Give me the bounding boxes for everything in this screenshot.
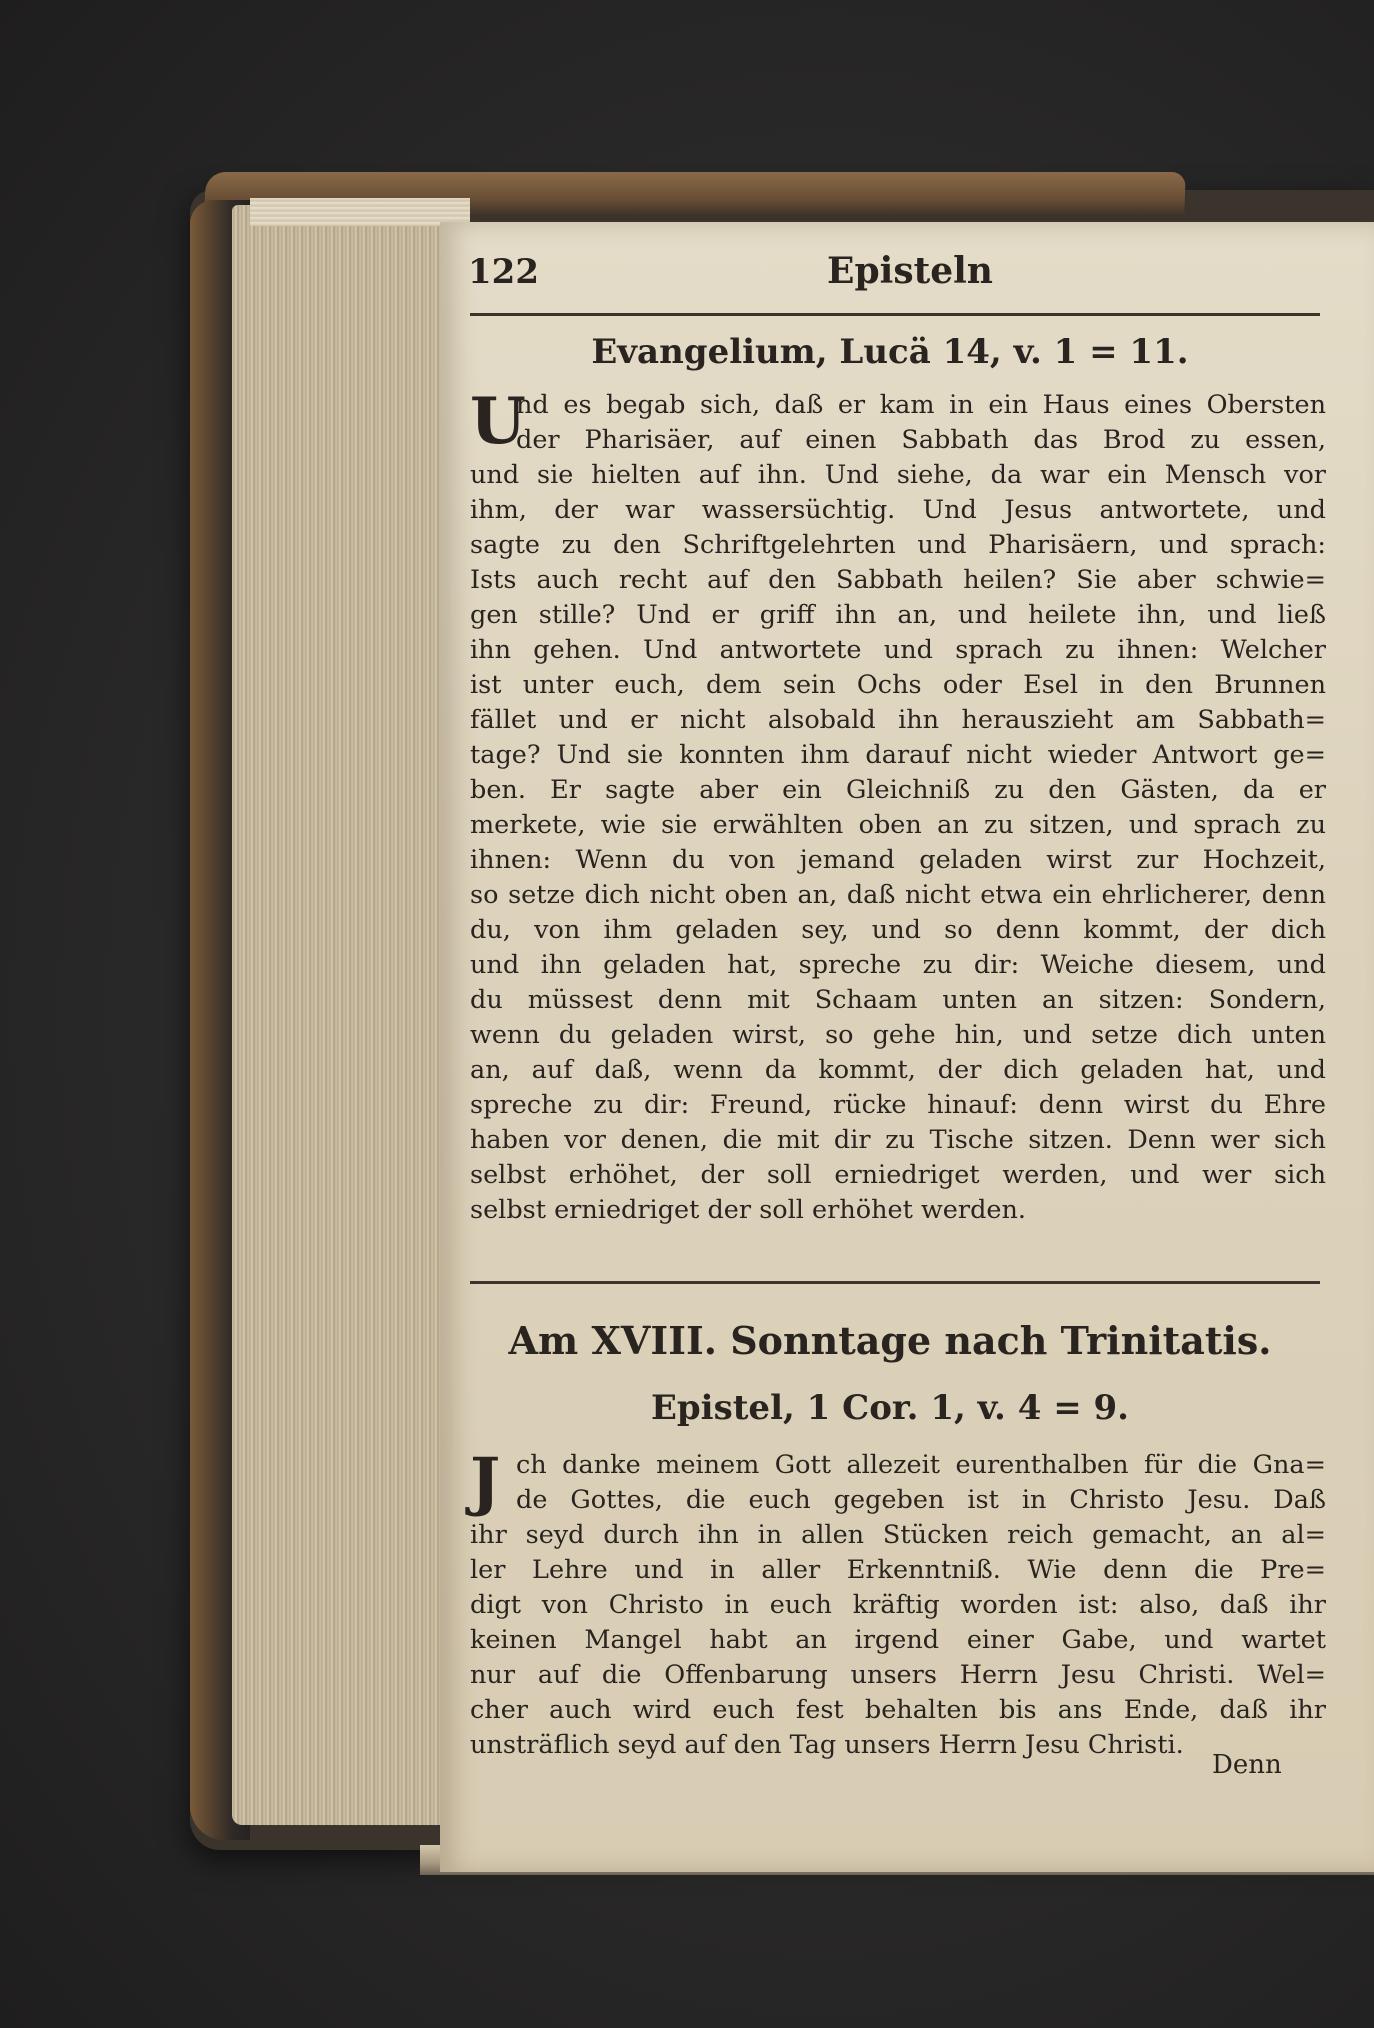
page-stack-fore-edge [232,205,462,1825]
text-line: merkete, wie sie erwählten oben an zu sitzen, und sprach zu [470,810,1326,840]
text-line: an, auf daß, wenn da kommt, der dich geladen hat, und [470,1055,1326,1085]
text-line: fället und er nicht alsobald ihn herauszieht am Sabbath= [470,705,1326,735]
text-line: spreche zu dir: Freund, rücke hinauf: denn wirst du Ehre [470,1090,1326,1120]
text-line: ihnen: Wenn du von jemand geladen wirst zur Hochzeit, [470,845,1326,875]
text-line: du müssest denn mit Schaam unten an sitzen: Sondern, [470,985,1326,1015]
text-line: und sie hielten auf ihn. Und siehe, da war ein Mensch vor [470,460,1326,490]
text-line: de Gottes, die euch gegeben ist in Christo Jesu. Daß [516,1485,1326,1515]
text-line: nur auf die Offenbarung unsers Herrn Jesu Christi. Wel= [470,1660,1326,1690]
epistle-drop-cap: J [470,1444,501,1519]
text-line: der Pharisäer, auf einen Sabbath das Brod zu essen, [516,425,1326,455]
page-stack-top-edge [250,198,470,226]
text-line: wenn du geladen wirst, so gehe hin, und setze dich unten [470,1020,1326,1050]
running-head: Episteln [827,250,993,292]
text-line: selbst erniedriget der soll erhöhet werden. [470,1195,1027,1225]
text-line: digt von Christo in euch kräftig worden ist: also, daß ihr [470,1590,1326,1620]
text-line: ben. Er sagte aber ein Gleichniß zu den Gästen, da er [470,775,1326,805]
text-line: ler Lehre und in aller Erkenntniß. Wie denn die Pre= [470,1555,1326,1585]
header-rule [470,313,1320,316]
epistle-heading: Epistel, 1 Cor. 1, v. 4 = 9. [650,1388,1130,1428]
text-line: selbst erhöhet, der soll erniedriget werden, und wer sich [470,1160,1326,1190]
text-line: nd es begab sich, daß er kam in ein Haus eines Obersten [516,390,1326,420]
text-line: ihr seyd durch ihn in allen Stücken reich gemacht, an al= [470,1520,1326,1550]
text-line: unsträflich seyd auf den Tag unsers Herrn Jesu Christi. [470,1730,1184,1760]
text-line: du, von ihm geladen sey, und so denn kommt, der dich [470,915,1326,945]
gospel-heading: Evangelium, Lucä 14, v. 1 = 11. [591,332,1189,372]
text-line: so setze dich nicht oben an, daß nicht etwa ein ehrlicherer, denn [470,880,1326,910]
text-line: cher auch wird euch fest behalten bis ans Ende, daß ihr [470,1695,1326,1725]
gospel-drop-cap: U [470,384,526,459]
text-line: ch danke meinem Gott allezeit eurenthalben für die Gna= [516,1450,1326,1480]
text-line: ist unter euch, dem sein Ochs oder Esel in den Brunnen [470,670,1326,700]
text-line: haben vor denen, die mit dir zu Tische sitzen. Denn wer sich [470,1125,1326,1155]
text-line: tage? Und sie konnten ihm darauf nicht wieder Antwort ge= [470,740,1326,770]
text-line: gen stille? Und er griff ihn an, und heilete ihn, und ließ [470,600,1326,630]
text-line: und ihn geladen hat, spreche zu dir: Weiche diesem, und [470,950,1326,980]
page-number: 122 [468,252,539,292]
sunday-heading: Am XVIII. Sonntage nach Trinitatis. [508,1318,1272,1363]
text-line: ihn gehen. Und antwortete und sprach zu ihnen: Welcher [470,635,1326,665]
catchword: Denn [1212,1750,1282,1780]
epistle-text [470,1444,1326,1763]
text-line: keinen Mangel habt an irgend einer Gabe, und wartet [470,1625,1326,1655]
section-rule [470,1281,1320,1284]
text-line: ihm, der war wassersüchtig. Und Jesus antwortete, und [470,495,1326,525]
gospel-text [470,384,1326,1228]
text-line: Ists auch recht auf den Sabbath heilen? Sie aber schwie= [470,565,1326,595]
text-line: sagte zu den Schriftgelehrten und Pharisäern, und sprach: [470,530,1326,560]
